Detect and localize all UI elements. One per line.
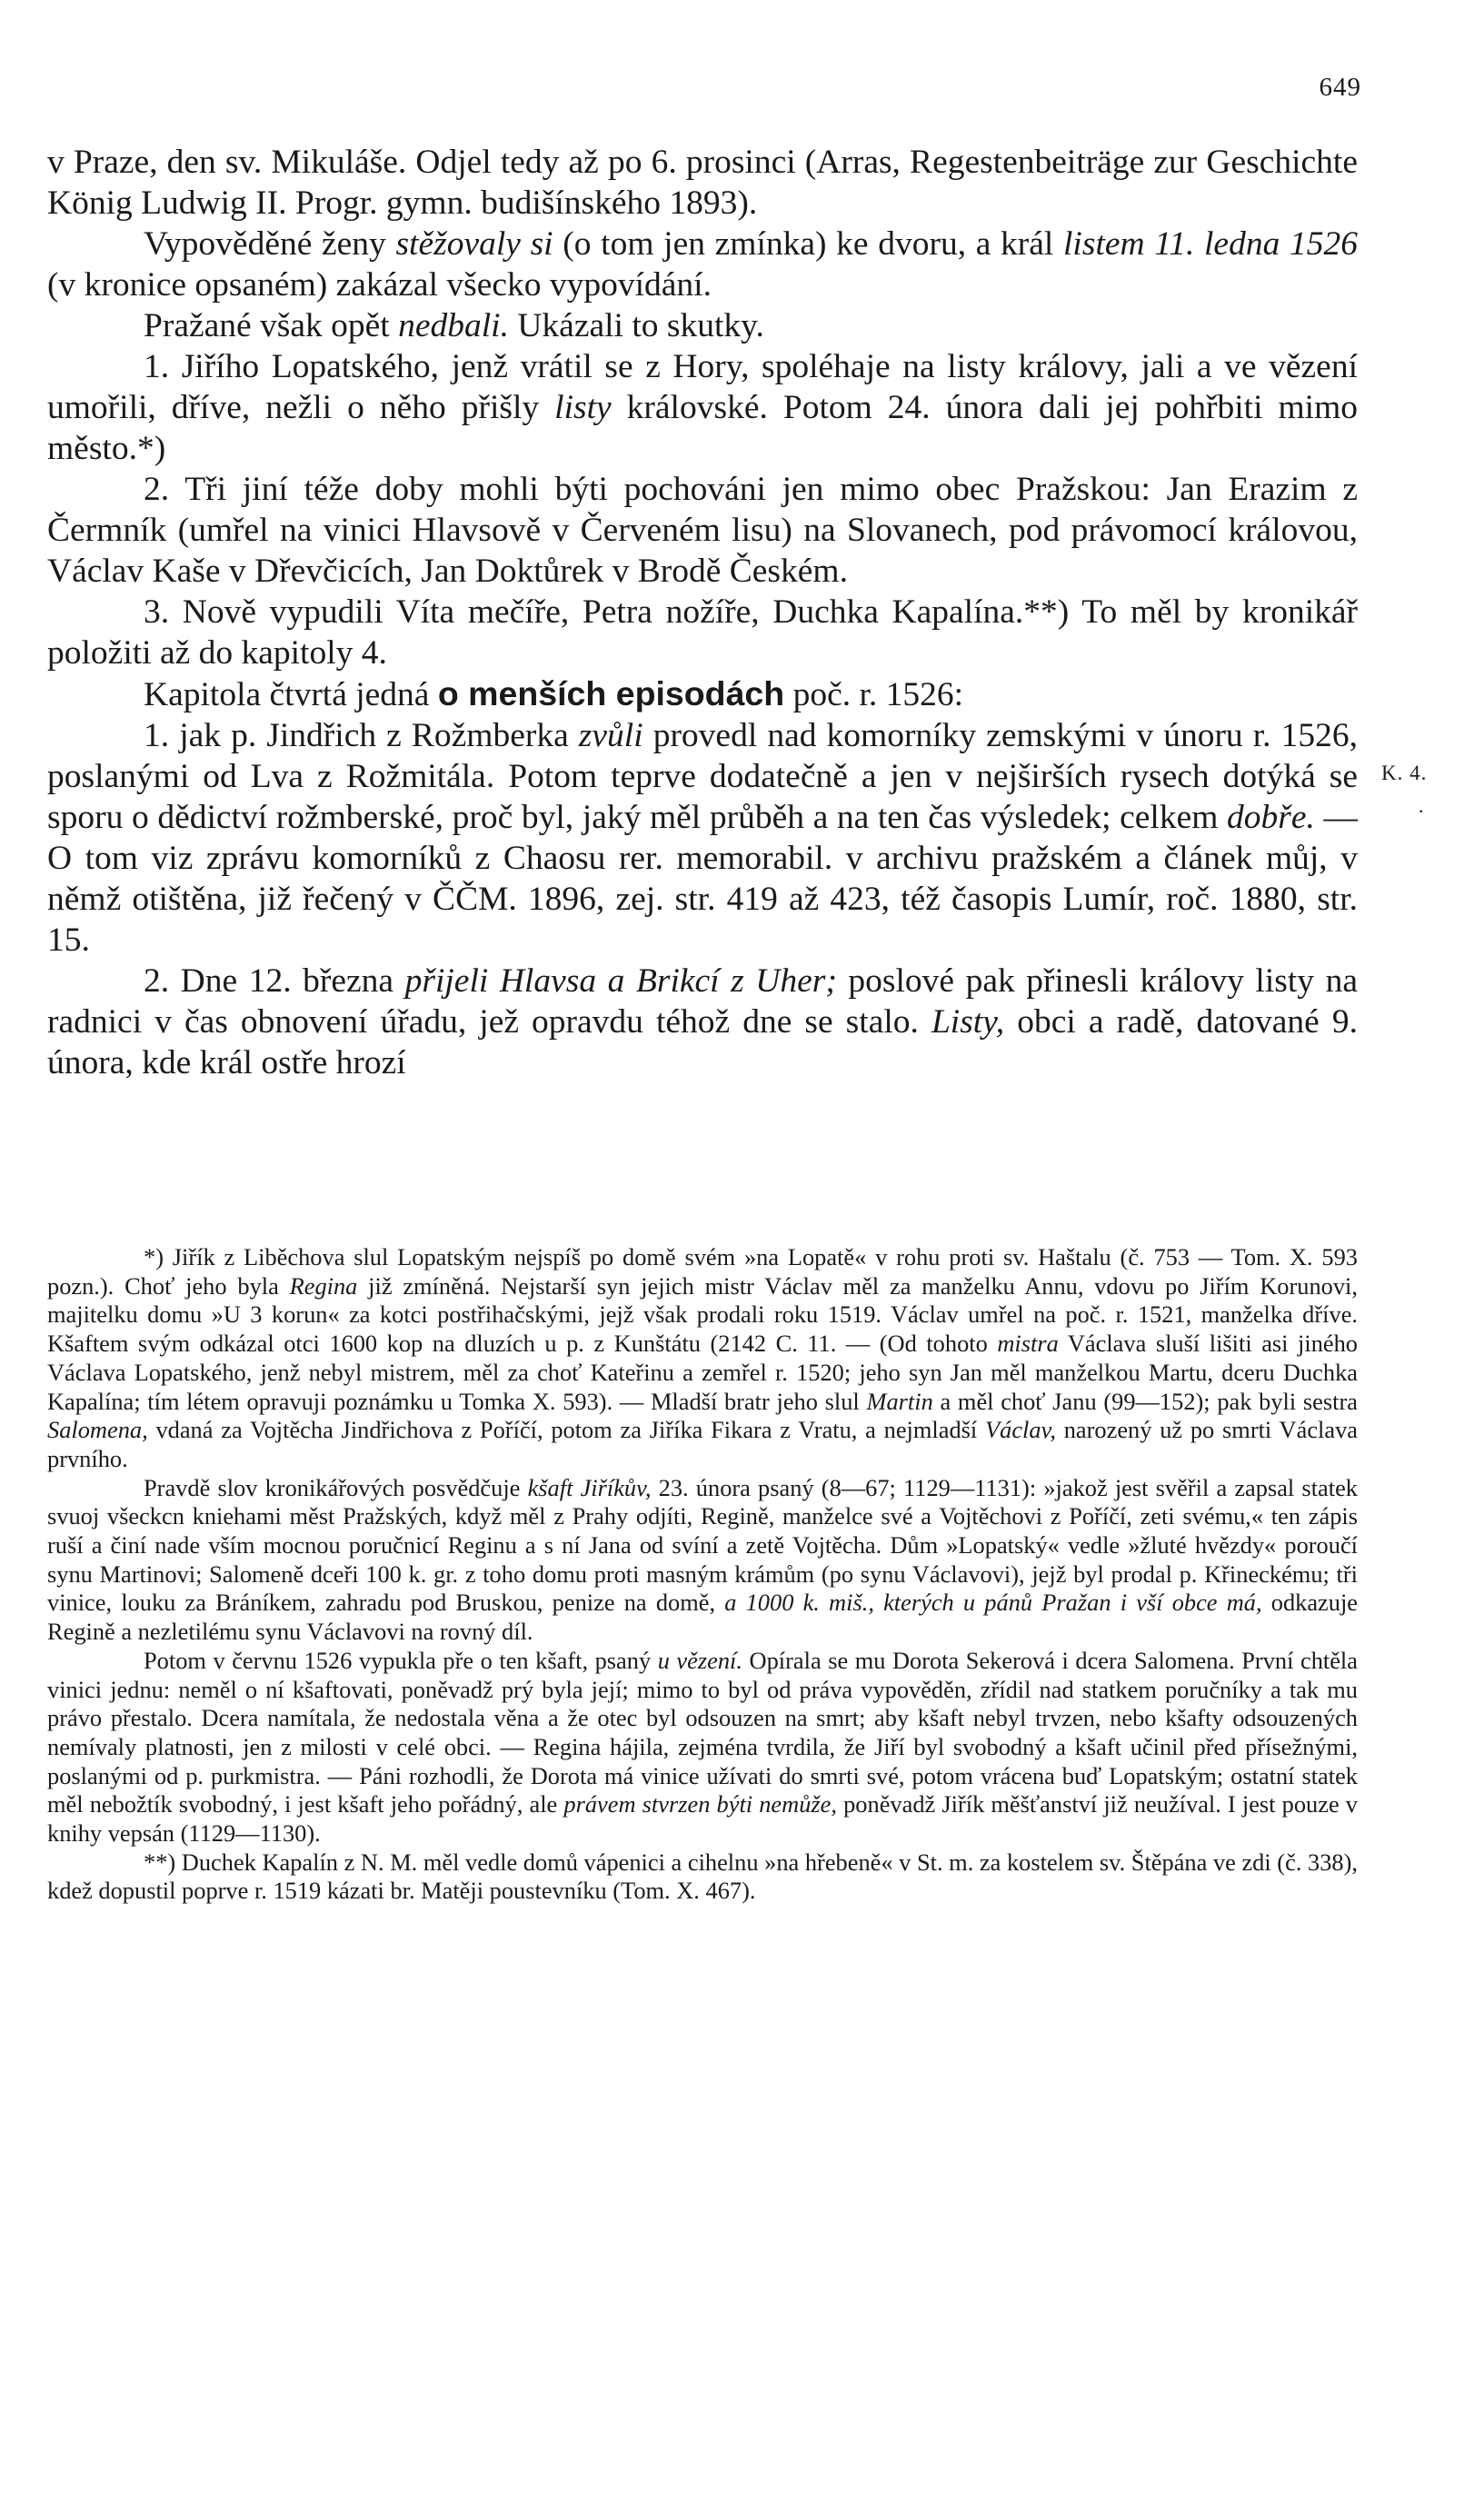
italic-segment: listem 11. ledna 1526 (1063, 225, 1358, 263)
text-segment: 3. Nově vypudili Víta mečíře, Petra nožíře, Duchka Kapalína.**) To měl by kronikář položiti až do kapitoly 4. (47, 593, 1358, 672)
text-segment: obci a radě, datované 9. února, kde král ostře hrozí (47, 1003, 1358, 1081)
paragraph-8 (47, 715, 1358, 961)
footnotes (47, 1243, 1358, 1906)
text-segment: poněvadž Jiřík měšťanství již neužíval. I jest pouze v knihy vepsán (1129—1130). (47, 1790, 1358, 1848)
text-segment: vdaná za Vojtěcha Jindřichova z Poříčí, potom za Jiříka Fikara z Vratu, a nejmladší (147, 1416, 986, 1444)
italic-segment: nedbali. (398, 307, 509, 344)
footnote-4 (47, 1848, 1358, 1906)
italic-segment: Listy, (931, 1003, 1005, 1041)
text-segment: poč. r. 1526: (784, 676, 964, 713)
text-segment: již zmíněná. Nejstarší syn jejich mistr Václav měl za manželku Annu, vdovu po Jiřím Korunovi, majitelku domu »U 3 korun« za kotci postřihačskými, jejž však prodali roku 1519. Václav umřel na poč. r. 1521, manželka dříve. Kšaftem svým odkázal otci 1600 kop na dluzích u p. z Kunštátu (2142 C. 11. — (Od tohoto (47, 1271, 1358, 1358)
italic-segment: Regina (289, 1271, 358, 1300)
text-segment: 23. února psaný (8—67; 1129—1131): »jakož jest svěřil a zapsal statek svuoj všeckcn kniehami měst Pražských, když měl z Prahy odjíti, Regině, manželce své a Vojtěchovi z Poříčí, zeti svému,« ten zápis ruší a činí nade vším mocnou poručnicí Reginu a s ní Jana od svíní a zetě Vojtěcha. Dům »Lopatský« vedle »žluté hvězdy« poroučí synu Martinovi; Salomeně dceři 100 k. gr. z toho domu proti masným krámům (po synu Václavovi), jejž byl prodal p. Křineckému; tři vinice, louku za Bráníkem, zahradu pod Bruskou, penize na domě, (47, 1473, 1358, 1617)
text-segment: provedl nad komorníky zemskými v únoru r. 1526, poslanými od Lva z Rožmitála. Potom teprve dodatečně a jen v nejširších rysech dotýká se sporu o dědictví rožmberské, proč byl, jaký měl průběh a na ten čas výsledek; celkem (47, 717, 1358, 836)
main-text (47, 142, 1358, 1083)
text-segment: (o tom jen zmínka) ke dvoru, a král (553, 225, 1064, 263)
italic-segment: a 1000 k. miš., kterých u pánů Pražan i vší obce má, (724, 1589, 1262, 1617)
margin-mark: · (1418, 800, 1425, 822)
footnote-2 (47, 1474, 1358, 1647)
text-segment: odkazuje Regině a nezletilému synu Václavovi na rovný díl. (47, 1589, 1358, 1646)
paragraph-1 (47, 142, 1358, 224)
text-segment: 1. jak p. Jindřich z Rožmberka (144, 717, 579, 754)
italic-segment: u vězení. (657, 1646, 742, 1674)
italic-segment: zvůli (578, 717, 643, 754)
text-segment: 2. Tři jiní téže doby mohli býti pochováni jen mimo obec Pražskou: Jan Erazim z Čermník (umřel na vinici Hlavsově v Červeném lisu) na Slovanech, pod právomocí královou, Václav Kaše v Dřevčicích, Jan Doktůrek v Brodě Českém. (47, 471, 1358, 590)
text-segment: — O tom viz zprávu komorníků z Chaosu rer. memorabil. v archivu pražském a článek můj, v němž otištěna, již řečený v ČČM. 1896, zej. str. 419 až 423, též časopis Lumír, roč. 1880, str. 15. (47, 799, 1359, 959)
italic-segment: přijeli Hlavsa a Brikcí z Uher; (404, 962, 837, 1000)
text-segment: Potom v červnu 1526 vypukla pře o ten kšaft, psaný (144, 1646, 658, 1674)
paragraph-9 (47, 961, 1358, 1083)
paragraph-6 (47, 592, 1358, 673)
text-segment: (v kronice opsaném) zakázal všecko vypovídání. (47, 266, 712, 304)
paragraph-4 (47, 346, 1358, 469)
italic-segment: dobře. (1227, 799, 1315, 836)
text-segment: Václava sluší lišiti asi jiného Václava Lopatského, jenž nebyl mistrem, měl za choť Kateřinu a zemřel r. 1520; jeho syn Jan měl manželkou Martu, dceru Duchka Kapalína; tím létem opravuji poznámku u Tomka X. 593). — Mladší bratr jeho slul (47, 1330, 1359, 1415)
text-segment: **) Duchek Kapalín z N. M. měl vedle domů vápenici a cihelnu »na hřebeně« v St. m. za kostelem sv. Štěpána ve zdi (č. 338), kdež dopustil poprve r. 1519 kázati br. Matěji poustevníku (Tom. X. 467). (47, 1848, 1358, 1905)
text-segment: Pravdě slov kronikářových posvědčuje (144, 1473, 528, 1501)
text-segment: poslové pak přinesli královy listy na radnici v čas obnovení úřadu, jež opravdu téhož dne se stalo. (47, 962, 1358, 1041)
text-segment: 1. Jiřího Lopatského, jenž vrátil se z Hory, spoléhaje na listy královy, jali a ve vězení umořili, dříve, nežli o něho přišly (47, 348, 1358, 426)
text-segment: královské. Potom 24. února dali jej pohřbiti mimo město.*) (47, 389, 1359, 467)
text-segment: narozený už po smrti Václava prvního. (47, 1416, 1358, 1472)
paragraph-2 (47, 224, 1358, 305)
text-segment: v Praze, den sv. Mikuláše. Odjel tedy až po 6. prosinci (Arras, Regestenbeiträge zur Geschichte König Ludwig II. Progr. gymn. budišínského 1893). (47, 144, 1358, 222)
text-segment: a měl choť Janu (99—152); pak byli sestra (932, 1387, 1358, 1415)
italic-segment: mistra (997, 1330, 1059, 1358)
italic-segment: listy (554, 389, 612, 426)
italic-segment: kšaft Jiříkův, (527, 1473, 652, 1501)
paragraph-5 (47, 469, 1358, 592)
paragraph-7 (47, 673, 1358, 715)
italic-segment: Martin (866, 1387, 933, 1415)
italic-segment: Salomena, (47, 1416, 148, 1444)
text-segment: Opírala se mu Dorota Sekerová i dcera Salomena. První chtěla vinici jednu: neměl o ní kšaftovati, poněvadž prý byla její; mimo to byl od práva vypověděn, zřídil nad statkem poručníky a tak mu právo přestalo. Dcera namítala, že nedostala věna a že otec byl odsouzen na smrt; aby kšaft nebyl trvzen, nebo kšafty odsouzených nemívaly platnosti, jen z milosti v celé obci. — Regina hájila, zejména tvrdila, že Jiří byl svobodný a kšaft učinil před přísežnými, poslanými od p. purkmistra. — Páni rozhodli, že Dorota má vinice užívati do smrti své, potom vrácena buď Lopatským; ostatní statek měl nebožtík svobodný, i jest kšaft jeho pořádný, ale (47, 1646, 1358, 1818)
margin-note: K. 4. (1381, 762, 1428, 784)
text-segment: Ukázali to skutky. (508, 307, 764, 344)
text-segment: Pražané však opět (144, 307, 399, 344)
text-segment: *) Jiřík z Liběchova slul Lopatským nejspíš po domě svém »na Lopatě« v rohu proti sv. Haštalu (č. 753 — Tom. X. 593 pozn.). Choť jeho byla (47, 1243, 1358, 1300)
italic-segment: právem stvrzen býti nemůže, (563, 1790, 837, 1818)
text-segment: 2. Dne 12. března (144, 962, 405, 1000)
italic-segment: Václav, (985, 1416, 1056, 1444)
footnote-1 (47, 1243, 1358, 1474)
text-segment: Vypověděné ženy (144, 225, 396, 263)
text-segment: Kapitola čtvrtá jedná (144, 676, 438, 713)
page-number: 649 (1319, 73, 1361, 102)
footnote-3 (47, 1647, 1358, 1848)
bold-segment: o menších episodách (437, 674, 785, 712)
italic-segment: stěžovaly si (395, 225, 553, 263)
paragraph-3 (47, 305, 1358, 346)
